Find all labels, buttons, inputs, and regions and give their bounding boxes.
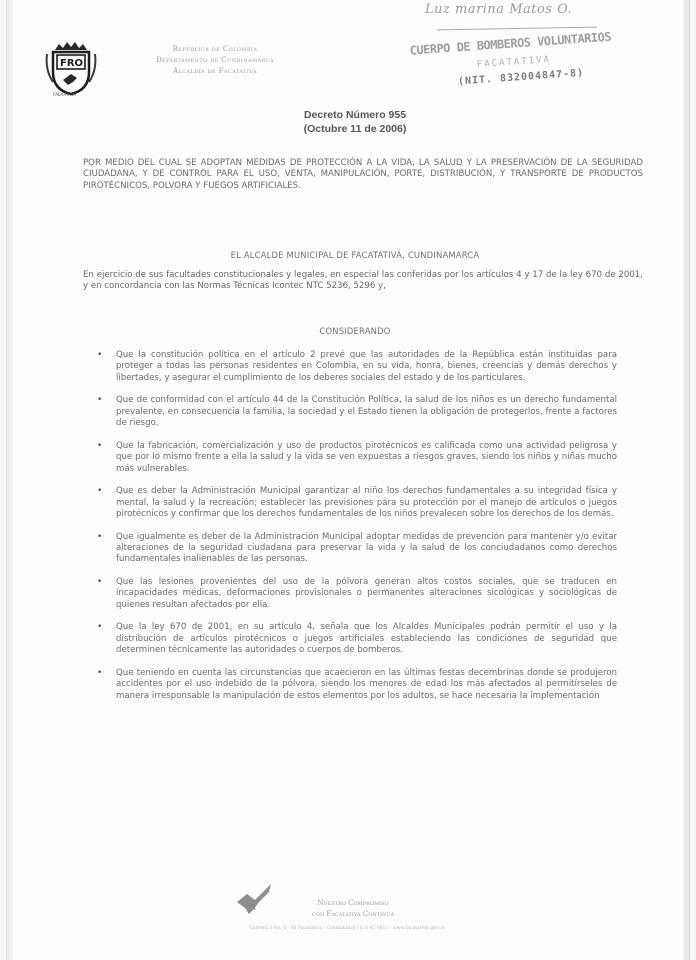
considering-list [97, 350, 617, 713]
considering-item: • Que de conformidad con el artículo 44 de la Constitución Política, la salud de los niños es un derecho fundamental prevalente, en consecuencia la familia, la sociedad y el Estado tienen la obligación de protegerlos, frente a factores de riesgo. [97, 395, 617, 429]
handwritten-note: Luz marina Matos O. [425, 2, 573, 17]
decree-summary [83, 158, 643, 192]
svg-text:FRO: FRO [60, 58, 84, 69]
preamble-paragraph: En ejercicio de sus facultades constitucionales y legales, en especial las conferidas por los artículos 4 y 17 de la ley 670 de 2001, y en concordancia con las Normas Técnicas Icontec NTC 5236, 5296 y, [83, 270, 643, 292]
decree-title-block [7, 108, 696, 136]
considering-item: • Que teniendo en cuenta las circunstancias que acaecieron en las últimas festas decembrinas donde se produjeron accidentes por el uso indebido de la pólvora, siendo los menores de edad los más afectados al permitírseles de manera irresponsable la manipulación de estos elementos por los adultos, se hace necesaria la implementación [97, 668, 617, 702]
footer-motto [263, 898, 443, 920]
stamp-line-organization: CUERPO DE BOMBEROS VOLUNTARIOS [409, 29, 612, 58]
summary-text: POR MEDIO DEL CUAL SE ADOPTAN MEDIDAS DE PROTECCIÓN A LA VIDA, LA SALUD Y LA PRESERVACIÓN DE LA SEGURIDAD CIUDADANA, Y DE CONTROL PARA EL USO, VENTA, MANIPULACIÓN, PORTE, DISTRIBUCIÓN, Y TRANSPORTE DE PRODUCTOS PIROTÉCNICOS, [83, 158, 643, 191]
considering-item: • Que igualmente es deber de la Administración Municipal adoptar medidas de prevención para mantener y/o evitar alteraciones de la seguridad ciudadana para preservar la vida y la salud de los conciudadanos como derechos fundamentales inalienables de las personas. [97, 532, 617, 566]
page-edge-left [7, 0, 13, 960]
footer-motto-line2: con Facatativá Continúa [311, 910, 395, 918]
considering-item: • Que las lesiones provenientes del uso de la pólvora generan altos costos sociales, que se traducen en incapacidades médicas, deformaciones provisionales o permanentes alteraciones sicológicas y sociológicas de quienes resultan afectados por ella. [97, 577, 617, 611]
summary-text-end: POLVORA Y FUEGOS ARTIFICIALES. [152, 180, 301, 191]
considering-item: • Que la ley 670 de 2001, en su artículo 4, señala que los Alcaldes Municipales podrán permitir el uso y la distribución de artículos pirotécnicos o juegos artificiales estableciendo las condiciones de seguridad que determinen técnicamente las autoridades o cuerpos de bomberos. [97, 622, 617, 656]
municipal-crest-icon [41, 36, 101, 98]
stamp-line-nit: (NIT. 832004847-8) [457, 67, 585, 88]
issuer-heading: EL ALCALDE MUNICIPAL DE FACATATIVÁ, CUNDINAMARCA [230, 250, 480, 260]
page-edge-right [683, 0, 689, 960]
considering-item: • Que es deber la Administración Municipal garantizar al niño los derechos fundamentales a su integridad física y mental, la salud y la recreación; establecer las previsiones para su protección por el manejo de artículos o juegos pirotécnicos y confirmar que los derechos fundamentales de los niños prevalecen sobre los derechos de los demás. [97, 486, 617, 520]
fire-department-stamp [409, 22, 633, 107]
footer-motto-line1: Nuestro Compromiso [317, 899, 389, 907]
considering-item: • Que la constitución política en el artículo 2 prevé que las autoridades de la República están instituidas para proteger a todas las personas residentes en Colombia, en su vida, honra, bienes, creencias y demás derechos y libertades, y asegurar el cumplimiento de los deberes sociales del estado y de los particulares. [97, 350, 617, 384]
header-line-mayoralty: Alcaldía de Facatativá [173, 67, 257, 75]
decree-date: (Octubre 11 de 2006) [303, 123, 407, 135]
considering-heading: CONSIDERANDO [319, 326, 391, 336]
header-line-department: Departamento de Cundinamarca [156, 56, 274, 64]
considering-item: • Que la fabricación, comercialización y uso de productos pirotécnicos es calificada como una actividad peligrosa y que por lo mismo frente a ella la salud y la vida se ven expuestas a riesgos graves, siendo los niños y niñas mucho más vulnerables. [97, 441, 617, 475]
document-page [6, 0, 690, 960]
crest-caption: FACATATIVÁ [53, 92, 77, 97]
header-line-republic: República de Colombia [172, 45, 258, 53]
decree-number: Decreto Número 955 [303, 109, 407, 121]
footer-address: Carrera 3 No. 5 - 68 Facatativá - Conmutador (1) 8 42 0811 - www.facatativa.gov.co [249, 926, 445, 931]
government-header [125, 44, 305, 77]
stamp-line-city: FACATATIVA [476, 54, 552, 71]
